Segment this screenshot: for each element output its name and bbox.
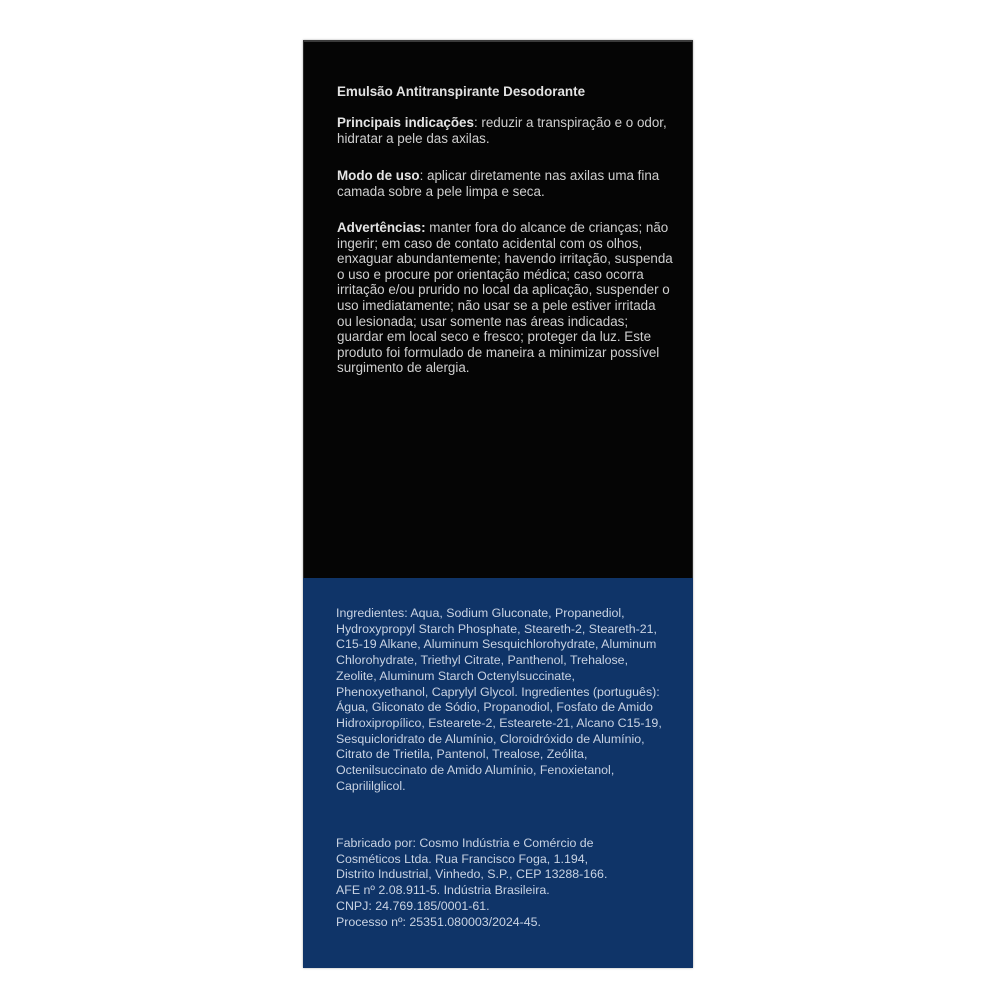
ingredients-list: Ingredientes: Aqua, Sodium Gluconate, Propanediol, Hydroxypropyl Starch Phosphate, Steareth-2, Steareth-21, C15-19 Alkane, Aluminum Sesquichlorohydrate, Aluminum Chlorohydrate, Triethyl Citrate, Panthenol, Trehalose, Zeolite, Aluminum Starch Octenylsuccinate, Phenoxyethanol, Caprylyl Glycol. Ingredientes (português): Água, Gliconato de Sódio, Propanodiol, Fosfato de Amido Hidroxipropílico, Estearete-2, Estearete-21, Alcano C15-19, Sesquicloridrato de Alumínio, Cloroidróxido de Alumínio, Citrato de Trietila, Pantenol, Trealose, Zeólita, Octenilsuccinato de Amido Alumínio, Fenoxietanol, Caprililglicol.	[336, 606, 662, 793]
manufacturer-line-2: Cosméticos Ltda. Rua Francisco Foga, 1.194,	[336, 851, 589, 866]
usage-text: : aplicar diretamente nas axilas uma fina camada sobre a pele limpa e seca.	[337, 168, 660, 199]
black-label-section	[303, 40, 693, 578]
indications-paragraph	[337, 115, 673, 146]
warnings-paragraph	[337, 220, 673, 376]
indications-label: Principais indicações	[337, 115, 474, 130]
indications-text: : reduzir a transpiração e o odor, hidratar a pele das axilas.	[337, 115, 667, 146]
usage-paragraph	[337, 168, 673, 199]
warnings-label: Advertências:	[337, 220, 426, 235]
manufacturer-line-3: Distrito Industrial, Vinhedo, S.P., CEP 13288-166.	[336, 867, 608, 882]
cnpj-number: CNPJ: 24.769.185/0001-61.	[336, 898, 490, 913]
afe-number: AFE nº 2.08.911-5. Indústria Brasileira.	[336, 883, 550, 898]
manufacturer-line-1: Fabricado por: Cosmo Indústria e Comércio de	[336, 836, 594, 850]
manufacturer-info	[336, 836, 666, 930]
process-number: Processo nº: 25351.080003/2024-45.	[336, 914, 541, 929]
warnings-text: manter fora do alcance de crianças; não ingerir; em caso de contato acidental com os olhos, enxaguar abundantemente; havendo irritação, suspenda o uso e procure por orientação médica; caso ocorra irritação e/ou prurido no local da aplicação, suspender o uso imediatamente; não usar se a pele estiver irritada ou lesionada; usar somente nas áreas indicadas; guardar em local seco e fresco; proteger da luz. Este produto foi formulado de maneira a minimizar possível surgimento de alergia.	[337, 220, 673, 376]
product-box-side-panel	[303, 40, 693, 968]
usage-label: Modo de uso	[337, 168, 420, 183]
product-title: Emulsão Antitranspirante Desodorante	[337, 84, 586, 99]
